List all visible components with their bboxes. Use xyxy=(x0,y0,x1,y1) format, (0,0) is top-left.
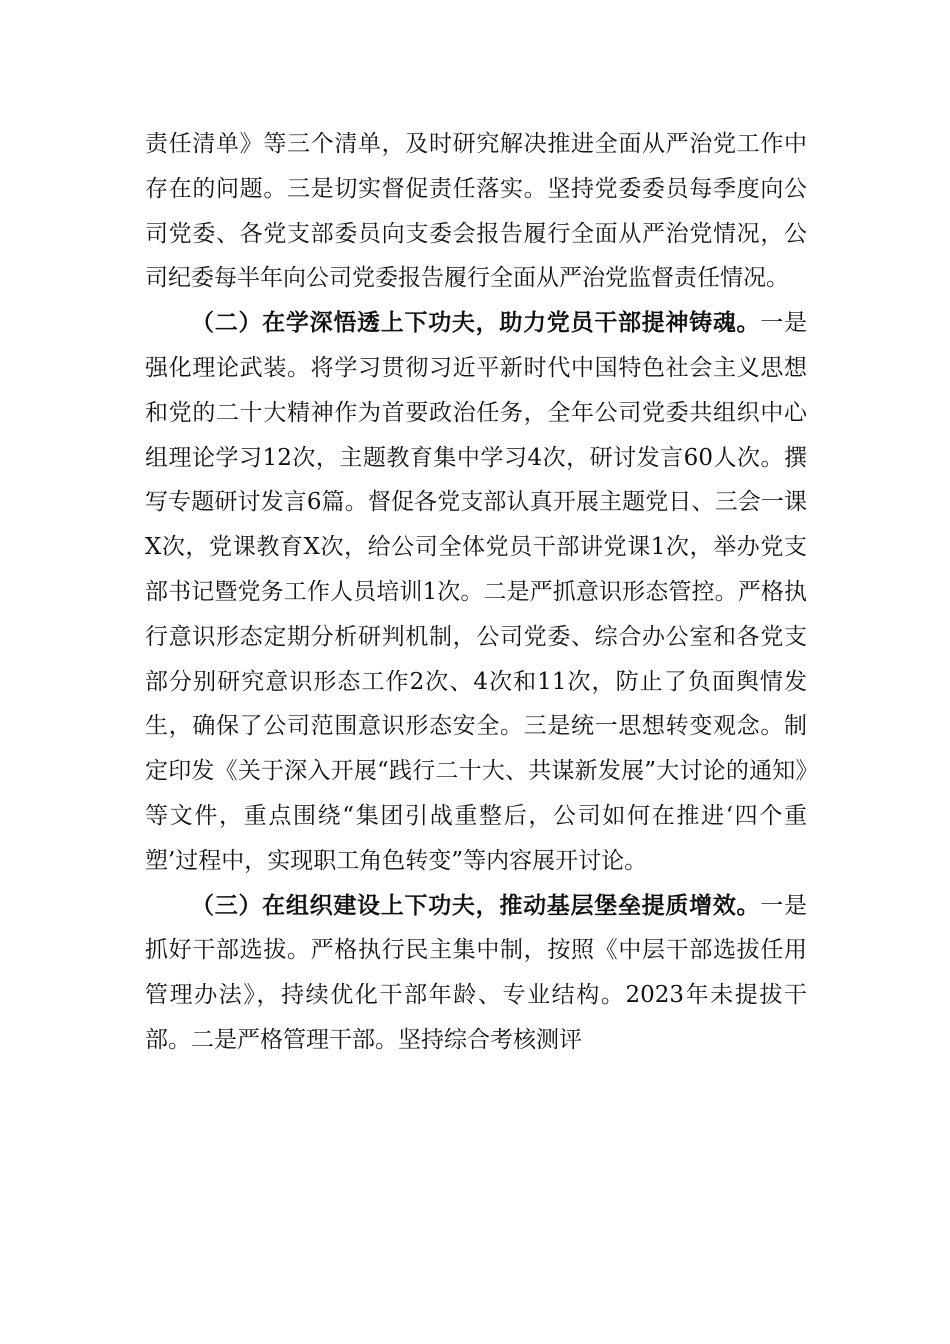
paragraph-continued xyxy=(145,122,807,301)
section-heading: （二）在学深悟透上下功夫，助力党员干部提神铸魂。 xyxy=(191,310,761,337)
paragraph-body: 一是抓好干部选拔。严格执行民主集中制，按照《中层干部选拔任用管理办法》，持续优化干部年龄、专业结构。2023年未提拔干部。二是严格管理干部。坚持综合考核测评 xyxy=(145,892,808,1053)
paragraph-section-3 xyxy=(145,884,807,1063)
paragraph-body: 责任清单》等三个清单，及时研究解决推进全面从严治党工作中存在的问题。三是切实督促责任落实。坚持党委委员每季度向公司党委、各党支部委员向支委会报告履行全面从严治党情况，公司纪委每半年向公司党委报告履行全面从严治党监督责任情况。 xyxy=(145,131,807,292)
paragraph-section-2 xyxy=(145,301,807,883)
document-page xyxy=(145,122,807,1063)
paragraph-body: 一是强化理论武装。将学习贯彻习近平新时代中国特色社会主义思想和党的二十大精神作为首要政治任务，全年公司党委共组织中心组理论学习12次，主题教育集中学习4次，研讨发言60人次。撰写专题研讨发言6篇。督促各党支部认真开展主题党日、三会一课X次，党课教育X次，给公司全体党员干部讲党课1次，举办党支部书记暨党务工作人员培训1次。二是严抓意识形态管控。严格执行意识形态定期分析研判机制，公司党委、综合办公室和各党支部分别研究意识形态工作2次、4次和11次，防止了负面舆情发生，确保了公司范围意识形态安全。三是统一思想转变观念。制定印发《关于深入开展“践行二十大、共谋新发展”大讨论的通知》等文件，重点围绕“集团引战重整后，公司如何在推进‘四个重塑’过程中，实现职工角色转变”等内容展开讨论。 xyxy=(145,310,808,874)
section-heading: （三）在组织建设上下功夫，推动基层堡垒提质增效。 xyxy=(191,892,761,919)
